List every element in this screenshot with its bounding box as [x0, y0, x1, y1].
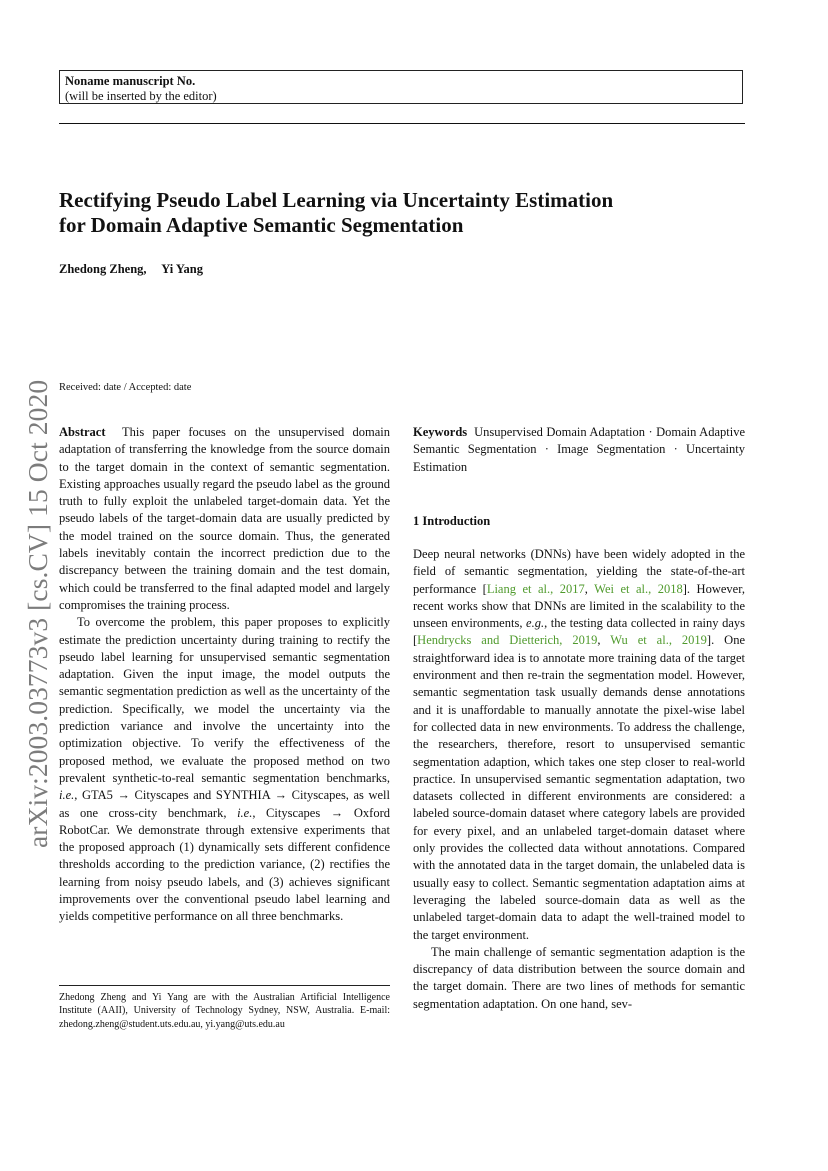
abstract-p2-a: To overcome the problem, this paper proposes to explicitly estimate the prediction uncertainty during training to rectify the pseudo label learning for unsupervised semantic segmentation adaptation. Given the input image, the model outputs the semantic segmentation prediction as well as the uncertainty of the prediction. Specifically, we model the uncertainty via the prediction variance and involve the uncertainty into the optimization objective. To verify the effectiveness of the proposed method, we evaluate the proposed method on two prevalent synthetic-to-real semantic segmentation benchmarks, — [59, 615, 390, 785]
abstract-p2-b: , GTA5 → Cityscapes and SYNTHIA → Cityscapes, as well as one cross-city benchmark, — [59, 788, 390, 820]
author-yang: Yi Yang — [161, 262, 203, 276]
keywords-text: Unsupervised Domain Adaptation · Domain Adaptive Semantic Segmentation · Image Segmentation · Uncertainty Estimation — [413, 425, 745, 474]
section-heading: 1 Introduction — [413, 514, 491, 528]
manuscript-number: Noname manuscript No. — [65, 74, 196, 88]
intro-p1-c: ]. However, recent works show that DNNs are limited in the scalability to the unseen environments, — [413, 581, 745, 631]
paper-title — [59, 188, 749, 238]
abstract-p2-c: , Cityscapes → Oxford RobotCar. We demonstrate through extensive experiments that the proposed approach (1) dynamically sets different confidence thresholds according to the prediction variance, (2) rectifies the learning from noisy pseudo labels, and (3) achieves significant improvements over the conventional pseudo label learning and yields competitive performance on all three benchmarks. — [59, 805, 390, 924]
intro-p1-b: , — [584, 581, 595, 596]
arxiv-stamp: arXiv:2003.03773v3 [cs.CV] 15 Oct 2020 — [22, 379, 53, 848]
title-line-1: Rectifying Pseudo Label Learning via Uncertainty Estimation — [59, 188, 614, 212]
abstract-p1-text: This paper focuses on the unsupervised domain adaptation of transferring the knowledge from the source domain to the target domain in the context of semantic segmentation. Existing approaches usually regard the pseudo label as the ground truth to fully exploit the unlabeled target-domain data. Yet the pseudo labels of the target-domain data are usually predicted by the model trained on the source domain. Thus, the generated labels inevitably contain the incorrect prediction due to the discrepancy between the training domain and the test domain, which could be transferred to the final adapted model and largely compromises the training process. — [59, 425, 390, 612]
keywords — [413, 424, 745, 476]
author-zheng: Zhedong Zheng, — [59, 262, 147, 276]
author-list — [59, 262, 215, 277]
abstract-label: Abstract — [59, 425, 106, 439]
manuscript-box — [59, 70, 743, 104]
intro-p1-a: Deep neural networks (DNNs) have been widely adopted in the field of semantic segmentation, yielding the state-of-the-art performance [ — [413, 547, 745, 596]
intro-p1-d: , the testing data collected in rainy days [ — [413, 616, 745, 648]
intro-eg: e.g. — [526, 616, 545, 631]
intro-p1-e: , — [597, 633, 611, 648]
citation-link[interactable]: Liang et al., 2017 — [486, 581, 585, 596]
intro-p1 — [413, 546, 745, 944]
header-rule — [59, 123, 745, 124]
keywords-label: Keywords — [413, 425, 468, 439]
citation-link[interactable]: Wu et al., 2019 — [610, 633, 707, 648]
footnote: Zhedong Zheng and Yi Yang are with the Australian Artificial Intelligence Institute (AAII), University of Technology Sydney, NSW, Australia. E-mail: zhedong.zheng@student.uts.edu.au, yi.yang@uts.edu.au — [59, 992, 390, 1030]
abstract-ie-2: i.e. — [237, 805, 253, 820]
abstract-p1 — [59, 424, 390, 614]
footnote-rule — [59, 985, 390, 986]
intro-p2: The main challenge of semantic segmentation adaption is the discrepancy of data distribution between the source domain and the target domain. There are two lines of methods for semantic segmentation adaptation. On one hand, sev- — [413, 944, 745, 1011]
citation-link[interactable]: Hendrycks and Dietterich, 2019 — [417, 633, 598, 648]
title-line-2: for Domain Adaptive Semantic Segmentation — [59, 213, 464, 237]
abstract-p2 — [59, 614, 390, 925]
citation-link[interactable]: Wei et al., 2018 — [594, 581, 683, 596]
received-date: Received: date / Accepted: date — [59, 382, 192, 393]
abstract — [59, 424, 390, 926]
introduction-body — [413, 546, 745, 1013]
intro-p1-f: ]. One straightforward idea is to annotate more training data of the target environment and then re-train the segmentation model. However, semantic segmentation task usually demands dense annotations and it is unaffordable to manually annotate the pixel-wise label for collected data in new environments. To address the challenge, the researchers, therefore, resort to unsupervised semantic segmentation adaption, which takes one step closer to real-world practice. In unsupervised semantic segmentation adaptation, two datasets collected in different environments are considered: a labeled source-domain dataset where category labels are provided for every pixel, and an unlabeled target-domain dataset where only provides the collected data without annotations. Compared with the annotated data in the target domain, the unlabeled data is usually easy to collect. Semantic segmentation adaptation aims at leveraging the labeled source-domain data as well as the unlabeled target-domain data to adapt the well-trained model to the target environment. — [413, 633, 745, 942]
editor-note: (will be inserted by the editor) — [65, 89, 217, 103]
abstract-ie-1: i.e. — [59, 788, 75, 803]
